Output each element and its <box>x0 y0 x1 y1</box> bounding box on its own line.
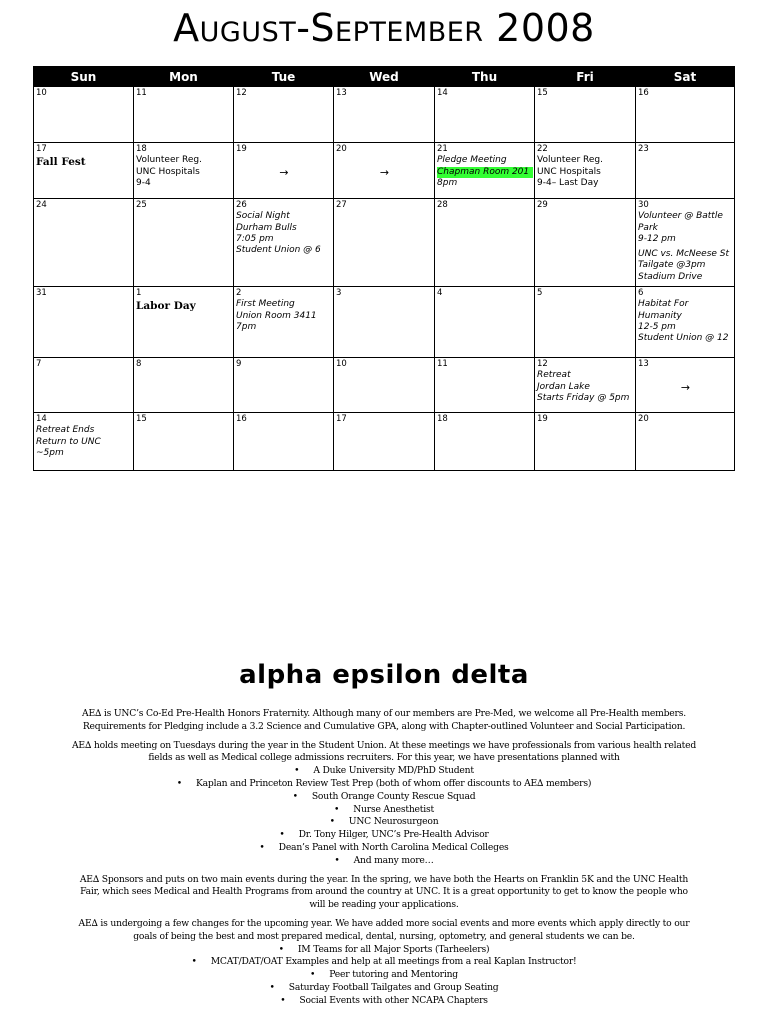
event-line: 7pm <box>236 321 257 332</box>
list-item: • UNC Neurosurgeon <box>72 816 696 829</box>
day-number: 5 <box>537 288 543 298</box>
day-cell <box>535 358 636 413</box>
day-number: 9 <box>236 359 242 369</box>
page-title: August-September 2008 <box>173 6 595 50</box>
day-number: 10 <box>336 359 347 369</box>
day-number: 27 <box>336 200 347 210</box>
day-cell <box>334 413 435 471</box>
day-number: 23 <box>638 144 649 154</box>
day-number: 26 <box>236 200 247 210</box>
list-item: • Social Events with other NCAPA Chapters <box>72 995 696 1008</box>
day-number: 1 <box>136 288 142 298</box>
event-line: Union Room 3411 <box>236 310 317 321</box>
list-item: • IM Teams for all Major Sports (Tarheelers) <box>72 944 696 957</box>
day-number: 18 <box>437 414 448 424</box>
calendar-week-row <box>34 199 735 287</box>
day-cell <box>636 358 735 413</box>
arrow-right-icon: → <box>379 166 390 180</box>
weekday-fri: Fri <box>535 67 636 87</box>
day-cell <box>134 287 234 358</box>
list-item: • Saturday Football Tailgates and Group Seating <box>72 982 696 995</box>
day-number: 4 <box>437 288 443 298</box>
event-line: 12-5 pm <box>638 321 676 332</box>
calendar-grid <box>33 66 735 471</box>
calendar-week-row <box>34 143 735 199</box>
day-number: 16 <box>638 88 649 98</box>
day-cell <box>334 143 435 199</box>
day-number: 8 <box>136 359 142 369</box>
event-line: Stadium Drive <box>638 271 703 282</box>
event-line: UNC Hospitals <box>537 166 601 177</box>
event-line: Habitat For <box>638 299 689 310</box>
list-item: • Kaplan and Princeton Review Test Prep (both of whom offer discounts to AE∆ members) <box>72 778 696 791</box>
day-cell <box>234 413 334 471</box>
day-number: 10 <box>36 88 47 98</box>
day-number: 15 <box>136 414 147 424</box>
events-paragraph: AE∆ Sponsors and puts on two main events during the year. In the spring, we have both the Hearts on Franklin 5K and the UNC Health Fair, which sees Medical and Health Programs from around the country at UNC. It is a great opportunity to get to know the people who will be reading your applications. <box>79 873 689 911</box>
day-number: 11 <box>136 88 147 98</box>
day-number: 31 <box>36 288 47 298</box>
day-cell <box>435 143 535 199</box>
event-line: Retreat <box>537 370 571 381</box>
day-cell <box>234 358 334 413</box>
day-cell <box>34 287 134 358</box>
calendar-week-row <box>34 87 735 143</box>
day-cell <box>535 143 636 199</box>
day-cell <box>535 87 636 143</box>
day-number: 20 <box>336 144 347 154</box>
day-cell <box>435 413 535 471</box>
event-location-highlight: Chapman Room 201 <box>437 167 533 178</box>
day-cell <box>34 358 134 413</box>
list-item: • Nurse Anesthetist <box>72 804 696 817</box>
day-cell <box>34 87 134 143</box>
list-item: • A Duke University MD/PhD Student <box>72 765 696 778</box>
new-activities-list <box>72 944 696 1008</box>
event-line: Social Night <box>236 211 290 222</box>
day-number: 29 <box>537 200 548 210</box>
arrow-right-icon: → <box>680 381 691 395</box>
day-cell <box>636 143 735 199</box>
day-cell <box>435 199 535 287</box>
day-cell <box>334 87 435 143</box>
day-number: 20 <box>638 414 649 424</box>
day-number: 14 <box>36 414 47 424</box>
event-line: Volunteer @ Battle <box>638 211 723 222</box>
day-cell <box>535 287 636 358</box>
event-title: Labor Day <box>136 300 196 313</box>
event-line: Volunteer Reg. <box>537 155 603 166</box>
list-item: • Peer tutoring and Mentoring <box>72 969 696 982</box>
day-number: 6 <box>638 288 644 298</box>
day-number: 16 <box>236 414 247 424</box>
list-item: • MCAT/DAT/OAT Examples and help at all meetings from a real Kaplan Instructor! <box>72 956 696 969</box>
list-item: • Dean’s Panel with North Carolina Medical Colleges <box>72 842 696 855</box>
day-number: 25 <box>136 200 147 210</box>
event-line: Student Union @ 6 <box>236 245 321 256</box>
day-number: 13 <box>336 88 347 98</box>
day-cell <box>34 143 134 199</box>
event-line: 9-4 <box>136 177 151 188</box>
day-number: 19 <box>236 144 247 154</box>
event-line: Durham Bulls <box>236 222 297 233</box>
day-cell <box>34 199 134 287</box>
about-section <box>72 708 696 1014</box>
meetings-paragraph: AE∆ holds meeting on Tuesdays during the year in the Student Union. At these meetings we have professionals from various health related fields as well as Medical college admissions recruiters. For this year, we have presentations planned with <box>72 739 697 764</box>
weekday-header-row <box>34 67 735 87</box>
intro-paragraph: AE∆ is UNC’s Co-Ed Pre-Health Honors Fraternity. Although many of our members are Pre-Med, we welcome all Pre-Health members. Requirements for Pledging include a 3.2 Science and Cumulative GPA, along with Chapter-outlined Volunteer and Social Participation. <box>82 708 686 732</box>
event-line: 7:05 pm <box>236 233 274 244</box>
day-number: 18 <box>136 144 147 154</box>
day-cell <box>334 199 435 287</box>
day-cell <box>134 358 234 413</box>
calendar-week-row <box>34 358 735 413</box>
day-cell <box>435 287 535 358</box>
day-cell <box>134 87 234 143</box>
event-title: Fall Fest <box>36 156 86 169</box>
organization-heading: alpha epsilon delta <box>239 660 529 690</box>
day-number: 21 <box>437 144 448 154</box>
day-cell <box>636 87 735 143</box>
day-cell <box>234 87 334 143</box>
day-number: 17 <box>36 144 47 154</box>
day-cell <box>435 358 535 413</box>
day-number: 28 <box>437 200 448 210</box>
day-cell <box>234 287 334 358</box>
event-line: Jordan Lake <box>537 381 590 392</box>
weekday-tue: Tue <box>234 67 334 87</box>
presentations-list <box>72 765 696 867</box>
event-line: Return to UNC <box>36 436 101 447</box>
weekday-sun: Sun <box>34 67 134 87</box>
changes-paragraph: AE∆ is undergoing a few changes for the upcoming year. We have added more social events and more events which apply directly to our goals of being the best and most prepared medical, dental, nursing, optometry, and general students we can be. <box>78 917 690 942</box>
day-number: 22 <box>537 144 548 154</box>
day-cell <box>334 358 435 413</box>
event-line: 8pm <box>437 177 458 188</box>
day-cell <box>134 199 234 287</box>
event-line: Starts Friday @ 5pm <box>537 392 630 403</box>
day-number: 12 <box>236 88 247 98</box>
calendar-week-row <box>34 413 735 471</box>
day-cell <box>234 143 334 199</box>
event-line: 9-4– Last Day <box>537 177 599 188</box>
event-line: Volunteer Reg. <box>136 155 202 166</box>
day-number: 24 <box>36 200 47 210</box>
arrow-right-icon: → <box>279 166 289 180</box>
day-cell <box>34 413 134 471</box>
day-cell <box>535 413 636 471</box>
event-line: 9-12 pm <box>638 233 676 244</box>
list-item: • South Orange County Rescue Squad <box>72 791 696 804</box>
day-cell <box>636 413 735 471</box>
day-cell <box>134 413 234 471</box>
event-line: Humanity <box>638 310 682 321</box>
event-line: UNC vs. McNeese St <box>638 249 730 260</box>
day-number: 14 <box>437 88 448 98</box>
day-cell <box>134 143 234 199</box>
event-line: Student Union @ 12 <box>638 333 729 344</box>
day-number: 12 <box>537 359 548 369</box>
day-number: 13 <box>638 359 649 369</box>
day-cell <box>334 287 435 358</box>
day-cell <box>636 287 735 358</box>
day-number: 2 <box>236 288 242 298</box>
day-number: 15 <box>537 88 548 98</box>
event-line: UNC Hospitals <box>136 166 200 177</box>
day-cell <box>435 87 535 143</box>
weekday-thu: Thu <box>435 67 535 87</box>
day-number: 17 <box>336 414 347 424</box>
weekday-wed: Wed <box>334 67 435 87</box>
event-line: Tailgate @3pm <box>638 260 706 271</box>
day-cell <box>535 199 636 287</box>
event-line: Park <box>638 222 658 233</box>
event-line: Retreat Ends <box>36 425 95 436</box>
day-number: 30 <box>638 200 649 210</box>
day-cell <box>636 199 735 287</box>
list-item: • Dr. Tony Hilger, UNC’s Pre-Health Advisor <box>72 829 696 842</box>
event-line: First Meeting <box>236 299 295 310</box>
list-item: • And many more… <box>72 855 696 868</box>
calendar-week-row <box>34 287 735 358</box>
weekday-sat: Sat <box>636 67 735 87</box>
event-line: Pledge Meeting <box>437 155 507 166</box>
day-number: 7 <box>36 359 42 369</box>
weekday-mon: Mon <box>134 67 234 87</box>
day-cell <box>234 199 334 287</box>
day-number: 19 <box>537 414 548 424</box>
event-line: ~5pm <box>36 447 64 458</box>
day-number: 3 <box>336 288 342 298</box>
day-number: 11 <box>437 359 448 369</box>
